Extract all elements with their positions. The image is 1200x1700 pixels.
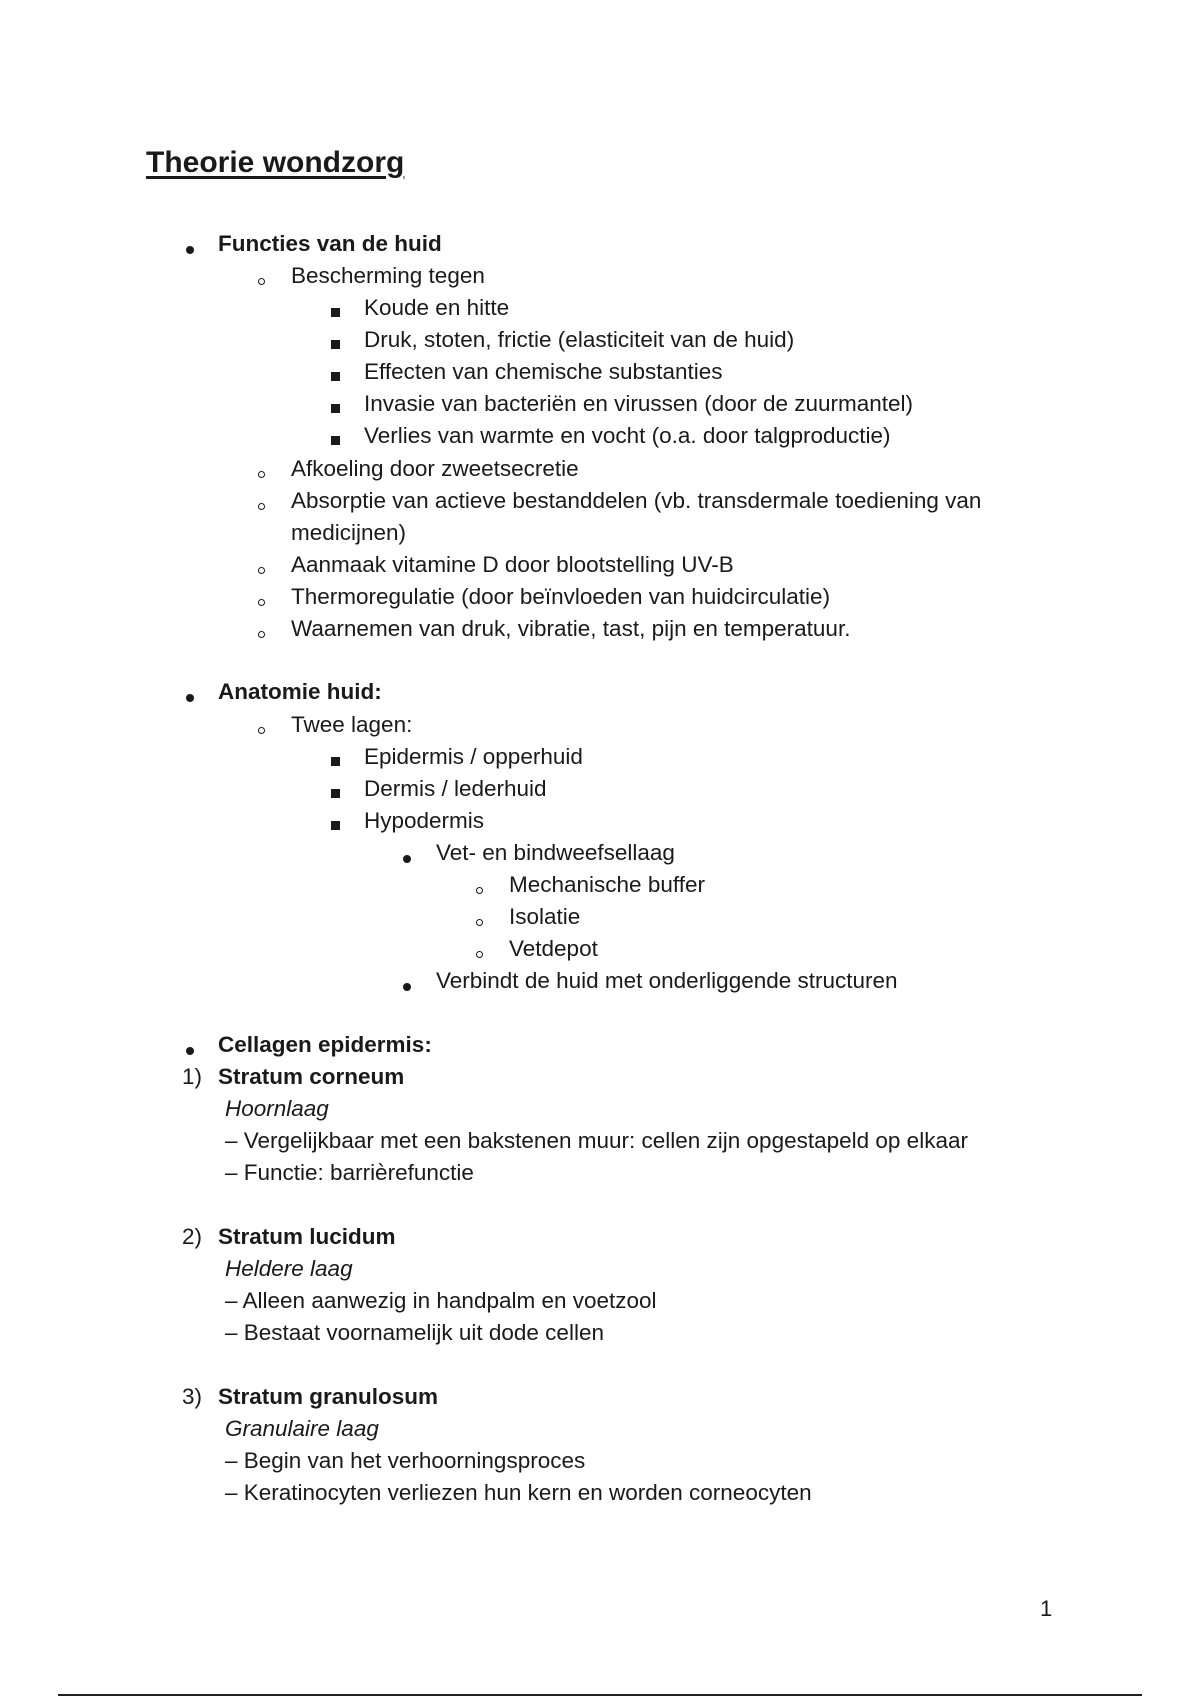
layer-subtitle: Granulaire laag	[225, 1416, 379, 1441]
list-item: Epidermis / opperhuid	[364, 744, 583, 769]
bullet-circle-icon	[476, 913, 483, 931]
layer-subtitle: Hoornlaag	[225, 1096, 329, 1121]
page-number: 1	[1040, 1596, 1053, 1621]
bullet-square-icon	[331, 432, 340, 450]
bullet-disc-icon	[403, 978, 411, 996]
section-heading-functies: Functies van de huid	[218, 231, 442, 256]
list-number: 2)	[182, 1224, 203, 1249]
bullet-square-icon	[331, 304, 340, 322]
layer-detail: – Keratinocyten verliezen hun kern en worden corneocyten	[225, 1480, 812, 1505]
list-item: Dermis / lederhuid	[364, 776, 547, 801]
section-heading-anatomie: Anatomie huid:	[218, 679, 382, 704]
list-item: Afkoeling door zweetsecretie	[291, 456, 579, 481]
bullet-circle-icon	[258, 593, 265, 611]
list-item-continuation: medicijnen)	[291, 520, 407, 545]
list-item: Koude en hitte	[364, 295, 510, 320]
page-title: Theorie wondzorg	[146, 146, 405, 179]
bullet-square-icon	[331, 336, 340, 354]
list-item: Mechanische buffer	[509, 872, 705, 897]
bullet-circle-icon	[258, 272, 265, 290]
layer-subtitle: Heldere laag	[225, 1256, 353, 1281]
layer-name: Stratum lucidum	[218, 1224, 396, 1249]
bullet-circle-icon	[476, 945, 483, 963]
bullet-square-icon	[331, 400, 340, 418]
list-item: Bescherming tegen	[291, 263, 485, 288]
list-item: Vetdepot	[509, 936, 598, 961]
list-item: Absorptie van actieve bestanddelen (vb. transdermale toediening van	[291, 488, 982, 513]
list-item: Hypodermis	[364, 808, 485, 833]
list-item: Verbindt de huid met onderliggende structuren	[436, 968, 898, 993]
list-item: Effecten van chemische substanties	[364, 359, 723, 384]
list-item: Druk, stoten, frictie (elasticiteit van de huid)	[364, 327, 795, 352]
layer-detail: – Functie: barrièrefunctie	[225, 1160, 474, 1185]
list-number: 3)	[182, 1384, 203, 1409]
list-item: Vet- en bindweefsellaag	[436, 840, 675, 865]
list-item: Invasie van bacteriën en virussen (door de zuurmantel)	[364, 391, 914, 416]
bullet-circle-icon	[476, 881, 483, 899]
list-item: Isolatie	[509, 904, 581, 929]
layer-name: Stratum corneum	[218, 1064, 405, 1089]
list-item: Waarnemen van druk, vibratie, tast, pijn en temperatuur.	[291, 616, 851, 641]
bullet-circle-icon	[258, 625, 265, 643]
list-item: Twee lagen:	[291, 712, 413, 737]
layer-detail: – Begin van het verhoorningsproces	[225, 1448, 586, 1473]
bullet-square-icon	[331, 785, 340, 803]
list-item: Thermoregulatie (door beïnvloeden van huidcirculatie)	[291, 584, 831, 609]
bullet-disc-icon	[186, 241, 194, 259]
bullet-square-icon	[331, 817, 340, 835]
bullet-disc-icon	[186, 1042, 194, 1060]
layer-detail: – Vergelijkbaar met een bakstenen muur: cellen zijn opgestapeld op elkaar	[225, 1128, 968, 1153]
list-item: Aanmaak vitamine D door blootstelling UV-B	[291, 552, 734, 577]
layer-name: Stratum granulosum	[218, 1384, 439, 1409]
bullet-circle-icon	[258, 561, 265, 579]
bullet-disc-icon	[186, 689, 194, 707]
bullet-circle-icon	[258, 721, 265, 739]
bullet-disc-icon	[403, 850, 411, 868]
list-item: Verlies van warmte en vocht (o.a. door talgproductie)	[364, 423, 891, 448]
list-number: 1)	[182, 1064, 203, 1089]
bullet-square-icon	[331, 368, 340, 386]
bottom-divider	[58, 1694, 1142, 1696]
bullet-square-icon	[331, 753, 340, 771]
bullet-circle-icon	[258, 465, 265, 483]
bullet-circle-icon	[258, 497, 265, 515]
layer-detail: – Bestaat voornamelijk uit dode cellen	[225, 1320, 604, 1345]
layer-detail: – Alleen aanwezig in handpalm en voetzool	[225, 1288, 657, 1313]
section-heading-cellagen: Cellagen epidermis:	[218, 1032, 432, 1057]
